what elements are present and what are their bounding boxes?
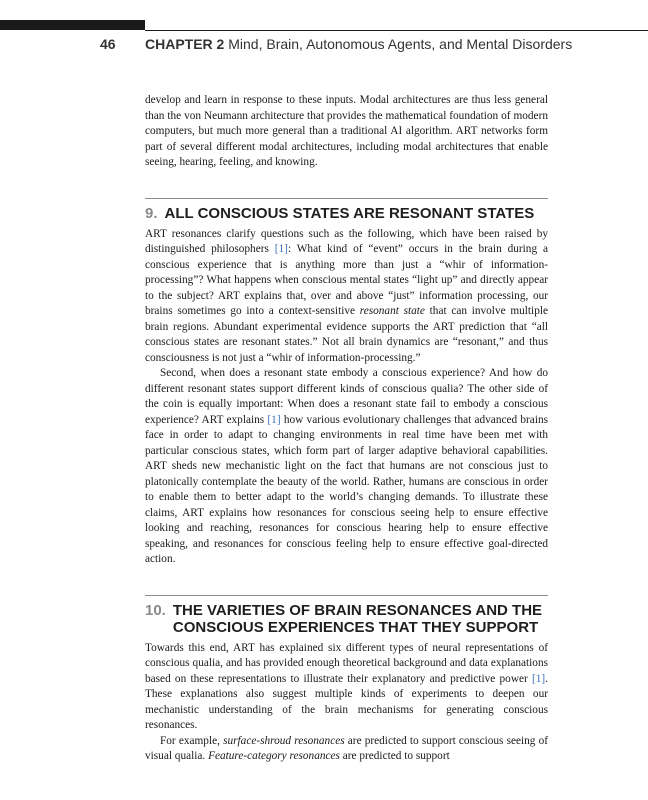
section-10-number: 10. (145, 601, 166, 619)
text-run: : What kind of “event” occurs in the brain during a conscious experience that is anything more than just a “whir of information-processing”? What happens when conscious mental states “light up” and directly appear to the subject? ART explains that, over and above “just” information processing, our brains sometimes go into a context-sensitive (145, 243, 548, 317)
emphasis-term: Feature-category resonances (208, 750, 340, 762)
text-run: For example, (160, 734, 224, 747)
section-10-paragraph-1 (145, 641, 548, 734)
text-run: Towards this end, ART has explained six different types of neural representations of conscious qualia, and has provided enough theoretical background and data explanations based on these representations to illustrate their explanatory and predictive power (145, 641, 548, 685)
emphasis-term: resonant state (359, 305, 425, 317)
running-header (0, 35, 648, 55)
section-9-number: 9. (145, 204, 158, 222)
text-run: . These explanations also suggest multiple kinds of experiments to deepen our mechanistic understanding of the brain mechanisms for generating conscious resonances. (145, 672, 548, 731)
text-run: are predicted to support conscious seeing of visual qualia. (145, 734, 549, 762)
citation-link[interactable]: [1] (267, 413, 281, 426)
text-run: ART resonances clarify questions such as the following, which have been raised by distinguished philosophers (145, 227, 548, 255)
citation-link[interactable]: [1] (531, 672, 546, 685)
header-rule (145, 30, 648, 31)
section-9-title: ALL CONSCIOUS STATES ARE RESONANT STATES (164, 204, 535, 222)
page-number: 46 (100, 36, 116, 52)
section-10-paragraph-2 (145, 734, 548, 765)
page-body (145, 93, 548, 765)
intro-paragraph: develop and learn in response to these inputs. Modal architectures are thus less general than the von Neumann architecture that provides the mathematical foundation of modern computers, but much more general than a traditional AI algorithm. ART networks form part of several different modal architectures, including modal architectures that enable seeing, hearing, feeling, and knowing. (145, 94, 548, 168)
section-9-rule (145, 198, 548, 199)
chapter-label: CHAPTER 2 (145, 36, 225, 52)
section-9-heading (145, 205, 548, 222)
text-run: that can involve multiple brain regions. Abundant experimental evidence supports the ART prediction that “all conscious states are resonant states.” Not all brain dynamics are “resonant,” and thus consciousness is not just a “whir of information-processing.” (145, 305, 548, 364)
citation-link[interactable]: [1] (274, 243, 288, 255)
section-9-paragraph-1 (145, 227, 548, 367)
text-run: how various evolutionary challenges that advanced brains face in order to adapt to changing environments in real time have been met with particular conscious states, which form part of larger adaptive behavioral capabilities. ART sheds new mechanistic light on the fact that humans are not conscious just to platonically contemplate the beauty of the world. Rather, humans are conscious in order to enable them to better adapt to the world’s changing demands. To illustrate these claims, ART explains how resonances for conscious seeing help to ensure effective looking and reaching, resonances for conscious hearing help to ensure effective speaking, and resonances for conscious feeling help to ensure effective goal-directed action. (145, 413, 548, 565)
section-9-paragraph-2 (145, 366, 548, 568)
header-bar (0, 20, 145, 30)
text-run: are predicted to support (339, 750, 450, 762)
section-10-rule (145, 595, 548, 596)
emphasis-term: surface-shroud resonances (223, 734, 345, 747)
chapter-title: Mind, Brain, Autonomous Agents, and Mental Disorders (228, 36, 573, 52)
section-10-title: THE VARIETIES OF BRAIN RESONANCES AND THE CONSCIOUS EXPERIENCES THAT THEY SUPPORT (172, 601, 543, 636)
text-run: Second, when does a resonant state embody a conscious experience? And how do different resonant states support different kinds of conscious qualia? The other side of the coin is equally important: When does a resonant state fail to embody a conscious experience? ART explains (145, 367, 548, 426)
running-head (145, 36, 572, 52)
section-10-heading (145, 602, 548, 636)
